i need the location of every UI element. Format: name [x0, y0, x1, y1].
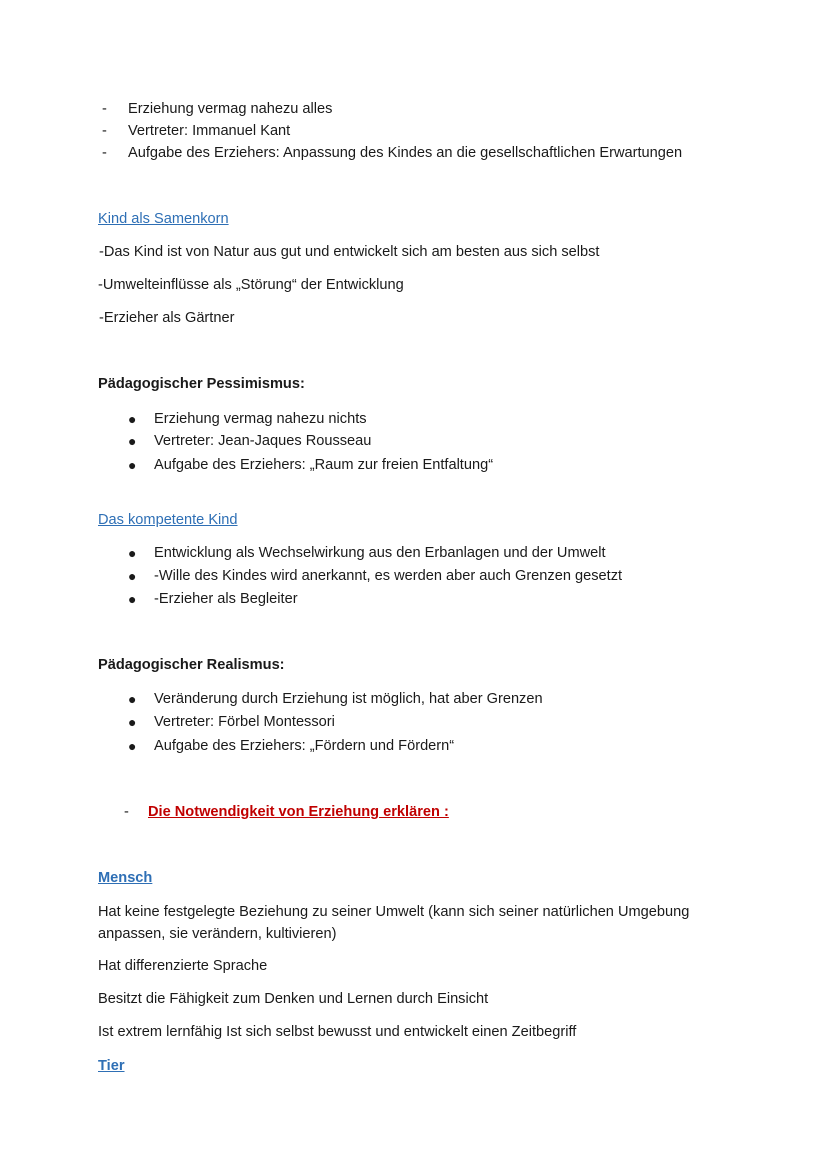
list-item-text: Erziehung vermag nahezu alles	[128, 101, 333, 117]
list-item-text: Vertreter: Jean-Jaques Rousseau	[154, 433, 372, 449]
paragraph-line: -Das Kind ist von Natur aus gut und entwickelt sich am besten aus sich selbst	[99, 244, 600, 260]
list-item-text: Aufgabe des Erziehers: „Fördern und Fördern“	[154, 738, 455, 754]
list-item-text: -Wille des Kindes wird anerkannt, es werden aber auch Grenzen gesetzt	[154, 568, 623, 584]
dash-marker: -	[102, 123, 107, 139]
list-item-text: Vertreter: Immanuel Kant	[128, 123, 291, 139]
heading-realismus: Pädagogischer Realismus:	[98, 657, 285, 673]
paragraph: Hat keine festgelegte Beziehung zu seiner Umwelt (kann sich seiner natürlichen Umgebung anpassen, sie verändern, kultivieren)	[98, 904, 690, 942]
paragraph: Besitzt die Fähigkeit zum Denken und Lernen durch Einsicht	[98, 991, 489, 1007]
paragraph: Ist extrem lernfähig Ist sich selbst bewusst und entwickelt einen Zeitbegriff	[98, 1024, 577, 1040]
dash-marker: -	[102, 145, 107, 161]
bullet-icon: ●	[128, 433, 137, 449]
bullet-icon: ●	[128, 411, 137, 427]
list-item-text: Aufgabe des Erziehers: Anpassung des Kindes an die gesellschaftlichen Erwartungen	[128, 145, 683, 161]
heading-notwendigkeit: Die Notwendigkeit von Erziehung erklären :	[148, 804, 449, 820]
bullet-icon: ●	[128, 545, 137, 561]
heading-kompetent[interactable]: Das kompetente Kind	[98, 512, 238, 528]
heading-samenkorn[interactable]: Kind als Samenkorn	[98, 211, 229, 227]
dash-marker: -	[102, 101, 107, 117]
bullet-icon: ●	[128, 691, 137, 707]
list-item-text: Entwicklung als Wechselwirkung aus den Erbanlagen und der Umwelt	[154, 545, 606, 561]
list-item-text: Veränderung durch Erziehung ist möglich, hat aber Grenzen	[154, 691, 543, 707]
list-item-text: Erziehung vermag nahezu nichts	[154, 411, 367, 427]
dash-marker: -	[124, 804, 129, 820]
bullet-icon: ●	[128, 457, 137, 473]
list-item-text: -Erzieher als Begleiter	[154, 591, 298, 607]
heading-pessimismus: Pädagogischer Pessimismus:	[98, 376, 305, 392]
bullet-icon: ●	[128, 714, 137, 730]
bullet-icon: ●	[128, 738, 137, 754]
paragraph: Hat differenzierte Sprache	[98, 958, 268, 974]
bullet-icon: ●	[128, 568, 137, 584]
heading-tier[interactable]: Tier	[98, 1058, 125, 1074]
heading-mensch[interactable]: Mensch	[98, 870, 153, 886]
list-item-text: Aufgabe des Erziehers: „Raum zur freien Entfaltung“	[154, 457, 494, 473]
bullet-icon: ●	[128, 591, 137, 607]
paragraph-line: -Erzieher als Gärtner	[99, 310, 235, 326]
list-item-text: Vertreter: Förbel Montessori	[154, 714, 335, 730]
paragraph-line: -Umwelteinflüsse als „Störung“ der Entwicklung	[98, 277, 404, 293]
